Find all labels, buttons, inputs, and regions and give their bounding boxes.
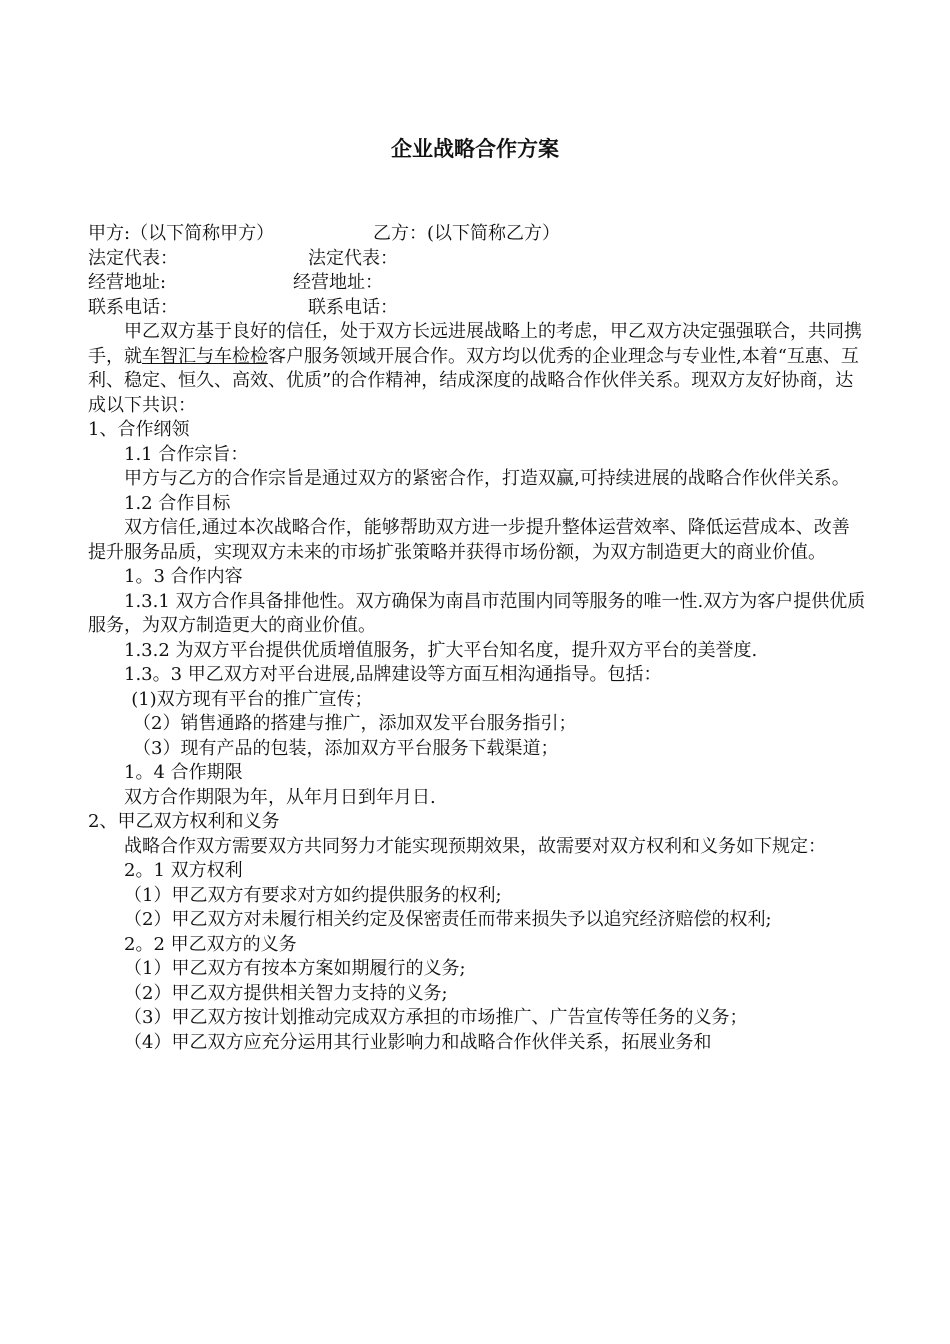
section-1-4-heading: 1。4 合作期限 — [124, 762, 243, 783]
list-item: （2）销售通路的搭建与推广，添加双发平台服务指引； — [133, 713, 577, 734]
representative-row — [88, 247, 866, 272]
section-2-1-heading: 2。1 双方权利 — [124, 860, 243, 881]
list-item: （3）现有产品的包装，添加双方平台服务下载渠道； — [133, 737, 559, 759]
list-item: (1)双方现有平台的推广宣传； — [131, 688, 373, 710]
section-1-3-3-paragraph: 1.3。3 甲乙双方对平台进展,品牌建设等方面互相沟通指导。包括： — [124, 664, 662, 685]
intro-paragraph — [88, 320, 866, 418]
section-1-4-paragraph: 双方合作期限为年，从年月日到年月日. — [124, 786, 436, 808]
party-b-label: 乙方：(以下简称乙方） — [373, 223, 561, 244]
party-b-address: 经营地址： — [293, 272, 383, 293]
document-title: 企业战略合作方案 — [391, 137, 559, 161]
section-1-3-2-paragraph: 1.3.2 为双方平台提供优质增值服务，扩大平台知名度，提升双方平台的美誉度. — [124, 639, 758, 661]
party-b-representative: 法定代表： — [308, 247, 398, 269]
obligation-item-1: （1）甲乙双方有按本方案如期履行的义务; — [124, 958, 466, 979]
section-1-3-1-paragraph: 1.3.1 双方合作具备排他性。双方确保为南昌市范围内同等服务的唯一性.双方为客户提供优质服务，为双方制造更大的商业价值。 — [88, 590, 866, 636]
section-1-2-heading: 1.2 合作目标 — [124, 492, 231, 514]
section-1-heading: 1、合作纲领 — [88, 419, 190, 440]
party-a-address: 经营地址: — [88, 272, 167, 293]
section-2-heading: 2、甲乙双方权利和义务 — [88, 811, 280, 832]
rights-item-1: （1）甲乙双方有要求对方如约提供服务的权利; — [124, 884, 502, 906]
obligation-item-2: （2）甲乙双方提供相关智力支持的义务; — [124, 982, 448, 1004]
section-1-2-paragraph: 双方信任,通过本次战略合作，能够帮助双方进一步提升整体运营效率、降低运营成本、改善提升服务品质，实现双方未来的市场扩张策略并获得市场份额，为双方制造更大的商业价值。 — [88, 517, 850, 563]
intro-underlined-names: 车智汇与车检检 — [142, 345, 268, 367]
party-row — [88, 222, 866, 247]
intro-part1: 甲乙双方基于良好的信任，处于双方长远进展战略上的考虑，甲乙双方决定强强联合，共同携手，就 — [88, 321, 862, 367]
intro-part2: 客户服务领域开展合作。双方均以优秀的企业理念与专业性,本着“互惠、互利、稳定、恒久、高效、优质”的合作精神，结成深度的战略合作伙伴关系。现双方友好协商，达成以下共识： — [88, 345, 859, 416]
address-row — [88, 271, 866, 296]
party-a-phone: 联系电话： — [88, 296, 178, 318]
rights-item-2: （2）甲乙双方对未履行相关约定及保密责任而带来损失予以追究经济赔偿的权利; — [124, 909, 772, 930]
party-b-phone: 联系电话： — [308, 296, 398, 318]
section-1-3-heading: 1。3 合作内容 — [124, 566, 243, 587]
party-a-representative: 法定代表： — [88, 247, 178, 269]
section-2-paragraph: 战略合作双方需要双方共同努力才能实现预期效果，故需要对双方权利和义务如下规定： — [124, 835, 826, 857]
obligation-item-4: （4）甲乙双方应充分运用其行业影响力和战略合作伙伴关系，拓展业务和 — [124, 1031, 712, 1053]
section-2-2-heading: 2。2 甲乙双方的义务 — [124, 933, 297, 955]
section-1-1-heading: 1.1 合作宗旨： — [124, 443, 249, 465]
document-body — [88, 222, 866, 1055]
party-a-label: 甲方:（以下简称甲方） — [88, 223, 275, 244]
section-1-1-paragraph: 甲方与乙方的合作宗旨是通过双方的紧密合作，打造双赢,可持续进展的战略合作伙伴关系。 — [124, 468, 850, 489]
phone-row — [88, 296, 866, 321]
obligation-item-3: （3）甲乙双方按计划推动完成双方承担的市场推广、广告宣传等任务的义务； — [124, 1007, 748, 1028]
